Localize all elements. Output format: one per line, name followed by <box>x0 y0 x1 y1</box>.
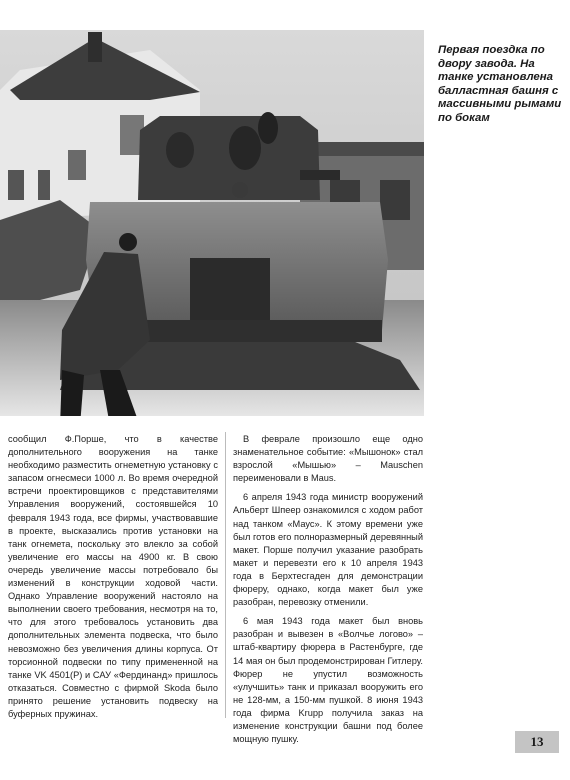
paragraph: 6 мая 1943 года макет был вновь разобран и вывезен в «Волчье логово» – штаб-квартиру фюрера в Растенбурге, где 14 мая он был продемонстрирован Гитлеру. Фюрер не упустил возможность «улучшить» танк и приказал вооружить его не 128-мм, а 150-мм пушкой. 8 июня 1943 года фирма Krupp получила заказ на изменение конструкции башни под более мощную пушку. <box>233 616 423 745</box>
tank-photo-illustration <box>0 30 424 416</box>
photo-caption: Первая поездка по двору завода. На танке установлена балластная башня с массивными рымами по бокам <box>438 44 562 124</box>
paragraph: 6 апреля 1943 года министр вооружений Альберт Шпеер ознакомился с ходом работ над танком «Маус». К этому времени уже был готов его полноразмерный деревянный макет. Порше получил указание разобрать макет и перевезти его к 10 апреля 1943 года в Берхтесгаден для демонстрации фюреру, однако, когда макет был уже разобран, перевозку отменили. <box>233 492 423 608</box>
tank-photo <box>0 30 424 416</box>
left-text-column <box>8 433 218 721</box>
paragraph: сообщил Ф.Порше, что в качестве дополнительного вооружения на танке необходимо разместить огнеметную установку с запасом огнесмеси 1000 л. Во время очередной встречи проектировщиков с представителями Управления вооружений, состоявшейся 10 февраля 1943 года, все фирмы, участвовавшие в проекте, высказались против установки на танк огнемета, поскольку это влекло за собой увеличение его массы на 4900 кг. В свою очередь увеличение массы потребовало бы изменений в конструкции ходовой части. Однако Управление вооружений настояло на выполнении своего требования, несмотря на то, что для этого требовалось установить два дополнительных элемента подвеска, что было невозможно без увеличения длины корпуса. От торсионной подвески по типу примененной на танке VK 4501(P) и САУ «Фердинанд» пришлось отказаться. Совместно с фирмой Skoda было принято решение установить подвеску на буферных пружинах. <box>8 434 218 719</box>
page-number: 13 <box>515 731 559 753</box>
paragraph: В феврале произошло еще одно знаменательное событие: «Мышонок» стал взрослой «Мышью» – Mauschen переименовали в Maus. <box>233 434 423 484</box>
right-text-column <box>233 433 423 746</box>
column-divider <box>225 432 226 718</box>
